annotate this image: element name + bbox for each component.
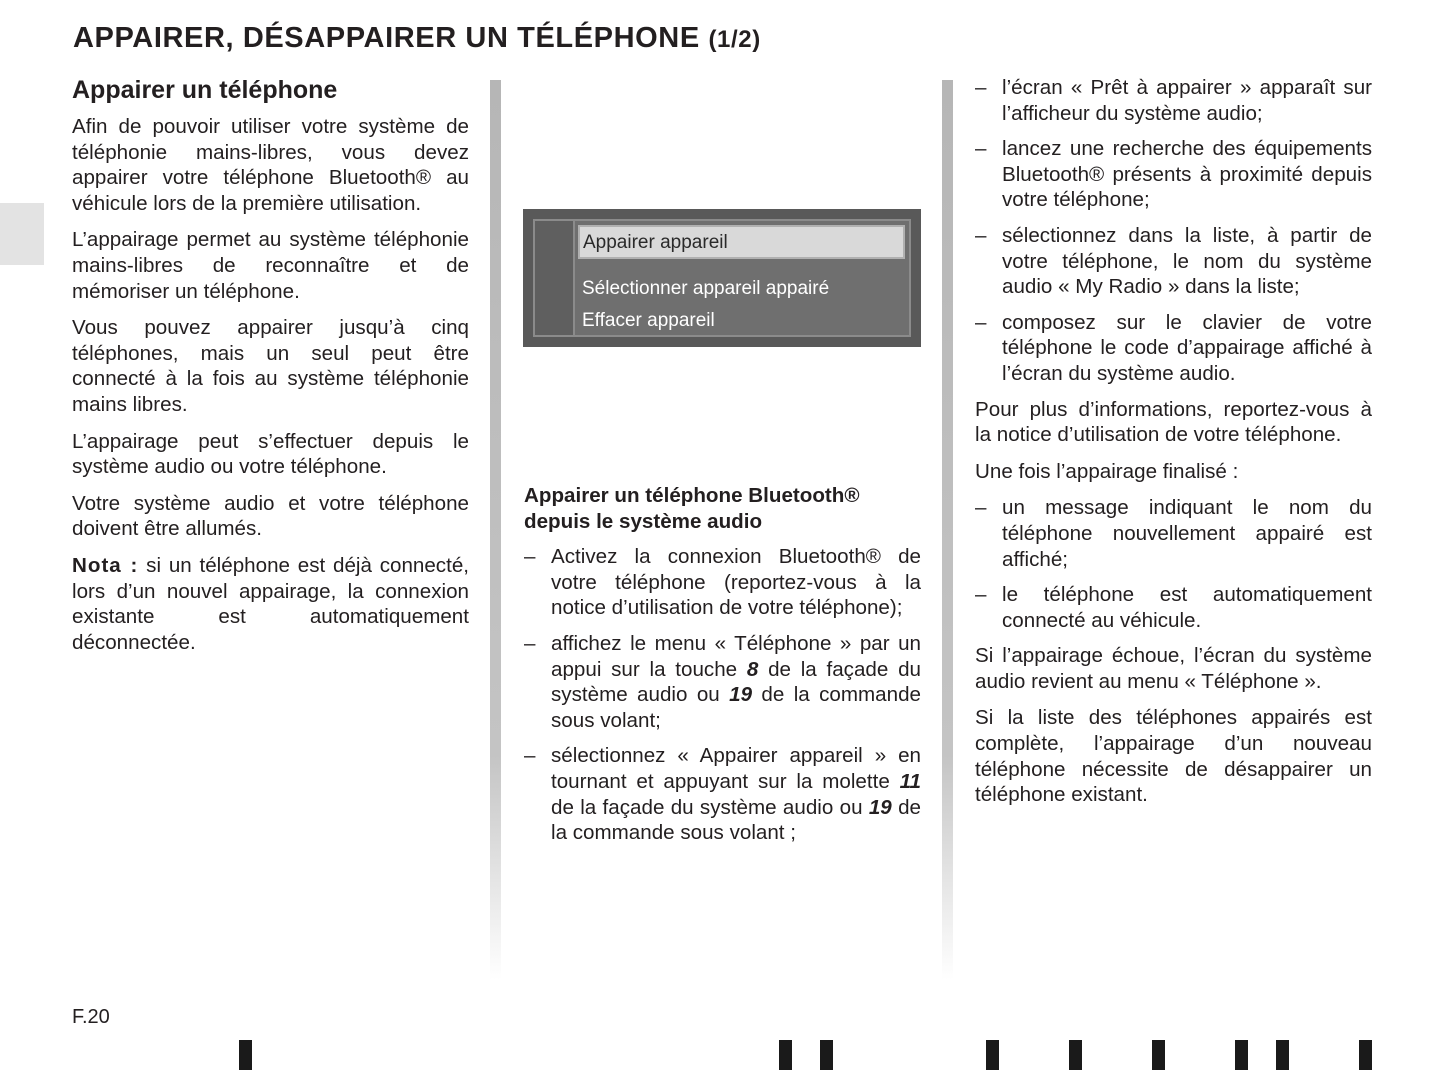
paragraph: L’appairage peut s’effectuer depuis le système audio ou votre téléphone. — [72, 429, 469, 479]
print-mark — [986, 1040, 999, 1070]
list-item — [524, 631, 921, 733]
page-number: F.20 — [72, 1006, 110, 1028]
subsection-heading: Appairer un téléphone Bluetooth® depuis le système audio — [524, 484, 860, 533]
ref-number: 19 — [729, 683, 753, 707]
print-mark — [239, 1040, 252, 1070]
nota-text: si un téléphone est déjà connecté, lors d’un nouvel appairage, la connexion existante est automatiquement déconnectée. — [72, 553, 470, 654]
result-list — [975, 495, 1372, 633]
list-item: – Activez la connexion Bluetooth® de votre téléphone (reportez-vous à la notice d’utilisation de votre téléphone); — [524, 544, 921, 621]
paragraph: Votre système audio et votre téléphone doivent être allumés. — [72, 491, 469, 541]
text-run: sélectionnez « Appairer appareil » en tournant et appuyant sur la molette — [551, 744, 921, 793]
column-left — [72, 75, 469, 666]
column-right — [975, 75, 1372, 819]
column-divider-1 — [490, 80, 501, 980]
menu-item-select-paired-device: Sélectionner appareil appairé — [582, 278, 830, 299]
audio-screen-illustration — [523, 209, 921, 347]
audio-screen-sidebar — [535, 221, 575, 335]
list-item: – un message indiquant le nom du téléphone nouvellement appairé est affiché; — [975, 495, 1372, 572]
print-mark — [779, 1040, 792, 1070]
print-mark — [1069, 1040, 1082, 1070]
menu-item-delete-device: Effacer appareil — [582, 310, 715, 331]
page-title-part: (1/2) — [708, 26, 761, 53]
paragraph: Afin de pouvoir utiliser votre système de téléphonie mains-libres, vous devez appairer votre téléphone Bluetooth® au véhicule lors de la première utilisation. — [72, 115, 469, 215]
nota-label: Nota : — [72, 553, 139, 577]
list-item — [524, 743, 921, 845]
paragraph: Si l’appairage échoue, l’écran du système audio revient au menu « Téléphone ». — [975, 644, 1372, 693]
list-item: – l’écran « Prêt à appairer » apparaît sur l’afficheur du système audio; — [975, 75, 1372, 126]
text-run: de la façade du système audio ou — [551, 657, 921, 707]
list-item: – composez sur le clavier de votre téléphone le code d’appairage affiché à l’écran du système audio. — [975, 310, 1372, 387]
step-list — [975, 75, 1372, 387]
nota-paragraph — [72, 553, 469, 655]
print-mark — [1276, 1040, 1289, 1070]
column-middle — [524, 483, 921, 856]
print-mark — [1235, 1040, 1248, 1070]
print-mark — [820, 1040, 833, 1070]
ref-number: 19 — [868, 795, 892, 819]
ref-number: 8 — [746, 657, 759, 681]
audio-screen-display — [533, 219, 911, 337]
paragraph: Si la liste des téléphones appairés est complète, l’appairage d’un nouveau téléphone nécessite de désappairer un téléphone existant. — [975, 706, 1372, 807]
ref-number: 11 — [899, 769, 921, 793]
print-mark — [1359, 1040, 1372, 1070]
text-run: affichez le menu « Téléphone » par un appui sur la touche — [551, 631, 921, 681]
list-item: – sélectionnez dans la liste, à partir de votre téléphone, le nom du système audio « My Radio » dans la liste; — [975, 223, 1372, 300]
step-list — [524, 544, 921, 846]
chapter-tab — [0, 203, 44, 265]
text-run: de la façade du système audio ou — [551, 795, 869, 819]
section-heading: Appairer un téléphone — [72, 76, 338, 104]
menu-item-pair-device: Appairer appareil — [578, 225, 905, 259]
paragraph: L’appairage permet au système téléphonie mains-libres de reconnaître et de mémoriser un téléphone. — [72, 228, 469, 303]
paragraph: Une fois l’appairage finalisé : — [975, 459, 1239, 483]
column-divider-2 — [942, 80, 953, 980]
print-mark — [1152, 1040, 1165, 1070]
list-item: – le téléphone est automatiquement connecté au véhicule. — [975, 582, 1372, 633]
text-run: de la commande sous volant; — [551, 683, 921, 732]
page-title-text: APPAIRER, DÉSAPPAIRER UN TÉLÉPHONE — [73, 22, 700, 54]
page-title — [73, 22, 761, 55]
paragraph: Vous pouvez appairer jusqu’à cinq téléphones, mais un seul peut être connecté à la fois au système téléphonie mains libres. — [72, 316, 469, 416]
text-run: de la commande sous volant ; — [551, 795, 921, 845]
paragraph: Pour plus d’informations, reportez-vous à la notice d’utilisation de votre téléphone. — [975, 397, 1372, 447]
list-item: – lancez une recherche des équipements Bluetooth® présents à proximité depuis votre téléphone; — [975, 136, 1372, 213]
